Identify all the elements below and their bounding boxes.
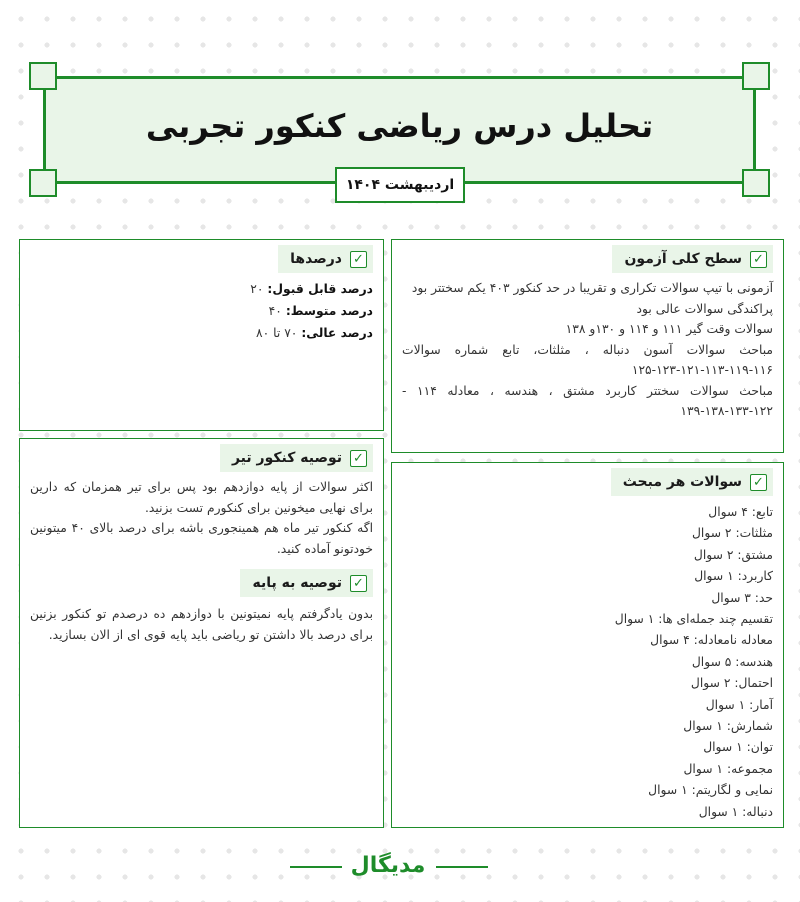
tir-advice-line: اکثر سوالات از پایه دوازدهم بود پس برای تیر همزمان که دارین برای نهایی میخونین برای کنکورم تست بزنید. — [30, 480, 373, 515]
topic-item: نمایی و لگاریتم: ۱ سوال — [648, 783, 773, 798]
footer-divider-left — [290, 866, 342, 868]
footer-divider-right — [436, 866, 488, 868]
topic-item: معادله نامعادله: ۴ سوال — [650, 633, 773, 648]
percent-value: ۷۰ تا ۸۰ — [255, 326, 298, 340]
percentages-heading — [278, 245, 373, 273]
overview-heading-text: سطح کلی آزمون — [624, 251, 742, 267]
check-square-icon: ✓ — [350, 575, 367, 592]
percent-label: درصد متوسط: — [285, 304, 373, 318]
date-text: اردیبهشت ۱۴۰۴ — [345, 177, 455, 193]
tir-advice-body — [30, 477, 373, 559]
base-advice-line: بدون یادگرفتم پایه نمیتونین با دوازدهم ده درصدم تو کنکور بزنین برای درصد بالا داشتن تو ریاضی باید پایه قوی ای از الان بسازید. — [30, 607, 373, 642]
tir-advice-heading — [220, 444, 373, 472]
topic-item: مشتق: ۲ سوال — [693, 547, 773, 562]
per-topic-heading — [611, 468, 773, 496]
check-square-icon: ✓ — [350, 450, 367, 467]
topic-item: شمارش: ۱ سوال — [683, 719, 773, 734]
overview-line: مباحث سوالات سختتر کاربرد مشتق ، هندسه ، معادله ۱۱۴ - ۱۲۲-۱۳۳-۱۳۸-۱۳۹ — [402, 383, 773, 418]
topic-item: مثلثات: ۲ سوال — [692, 526, 773, 541]
percent-row — [30, 300, 373, 322]
base-advice-heading-text: توصیه به پایه — [252, 575, 342, 591]
topic-item: تابع: ۴ سوال — [708, 505, 773, 519]
check-square-icon: ✓ — [750, 474, 767, 491]
brand-logo — [340, 848, 436, 882]
percentages-heading-text: درصدها — [290, 251, 342, 267]
per-topic-heading-text: سوالات هر مبحث — [622, 474, 742, 490]
topic-item: کاربرد: ۱ سوال — [694, 569, 773, 584]
topic-item: حد: ۳ سوال — [711, 590, 773, 605]
date-badge — [335, 167, 465, 203]
corner-square-decoration — [742, 62, 770, 90]
per-topic-panel — [391, 462, 784, 828]
overview-line: مباحث سوالات آسون دنباله ، مثلثات، تابع شماره سوالات ۱۱۶-۱۱۹-۱۱۳-۱۲۱-۱۲۳-۱۲۵ — [402, 342, 773, 377]
overview-line: پراکندگی سوالات عالی بود — [636, 301, 773, 316]
overview-heading — [612, 245, 773, 273]
base-advice-body — [30, 604, 373, 645]
topic-item: تقسیم چند جمله‌ای ها: ۱ سوال — [614, 612, 773, 627]
topic-item: هندسه: ۵ سوال — [691, 654, 773, 669]
percent-label: درصد قابل قبول: — [267, 282, 373, 296]
tir-advice-heading-text: توصیه کنکور تیر — [231, 450, 342, 466]
brand-logo-text: مدیگال — [350, 852, 426, 878]
topic-item: دنباله: ۱ سوال — [698, 804, 773, 819]
percent-value: ۴۰ — [268, 304, 282, 318]
percentages-body — [30, 278, 373, 344]
topic-item: مجموعه: ۱ سوال — [683, 761, 773, 776]
tir-advice-line: اگه کنکور تیر ماه هم همینجوری باشه برای درصد بالای ۴۰ میتونین خودتونو آماده کنید. — [30, 521, 374, 556]
topic-item: احتمال: ۲ سوال — [690, 676, 773, 691]
corner-square-decoration — [29, 169, 57, 197]
percent-row — [30, 278, 373, 300]
overview-panel — [391, 239, 784, 453]
percentages-panel — [19, 239, 384, 431]
base-advice-heading — [240, 569, 373, 597]
check-square-icon: ✓ — [350, 251, 367, 268]
overview-line: آزمونی با تیپ سوالات تکراری و تقریبا در حد کنکور ۴۰۳ یکم سختتر بود — [411, 281, 773, 295]
percent-label: درصد عالی: — [301, 326, 373, 340]
corner-square-decoration — [29, 62, 57, 90]
per-topic-list — [402, 502, 773, 823]
corner-square-decoration — [742, 169, 770, 197]
advice-panel — [19, 438, 384, 828]
overview-line: سوالات وقت گیر ۱۱۱ و ۱۱۴ و ۱۳۰و ۱۳۸ — [565, 322, 773, 336]
page-title: تحلیل درس ریاضی کنکور تجربی — [145, 107, 654, 145]
check-square-icon: ✓ — [750, 251, 767, 268]
overview-body — [402, 278, 773, 422]
topic-item: توان: ۱ سوال — [703, 740, 773, 755]
percent-value: ۲۰ — [250, 282, 264, 296]
topic-item: آمار: ۱ سوال — [705, 697, 773, 712]
percent-row — [30, 322, 373, 344]
